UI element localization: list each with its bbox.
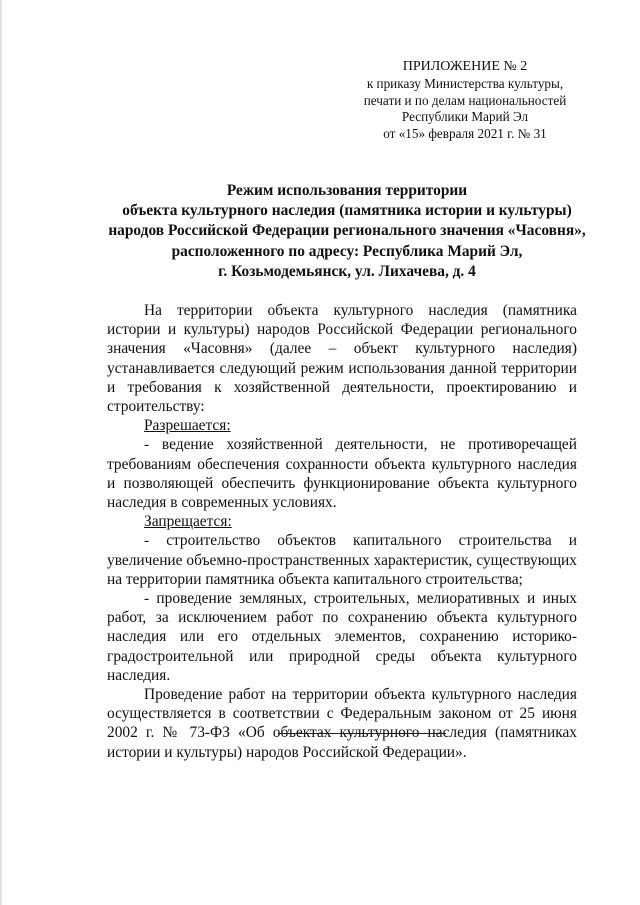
appendix-ministry-line: печати и по делам национальностей (363, 92, 567, 108)
forbidden-heading-text: Запрещается: (144, 513, 232, 531)
forbidden-heading (107, 512, 577, 531)
title-line-2: объекта культурного наследия (памятника истории и культуры) (122, 202, 572, 220)
end-rule (278, 733, 446, 734)
appendix-republic-line: Республики Марий Эл (401, 109, 529, 124)
title-line-5: г. Козьмодемьянск, ул. Лихачева, д. 4 (218, 262, 476, 280)
appendix-block (355, 58, 575, 142)
title-line-3: народов Российской Федерации регионального значения «Часовня», (108, 222, 586, 240)
allowed-item: - ведение хозяйственной деятельности, не противоречащей требованиям обеспечения сохранности объекта культурного наследия и позволяющей обеспечить функционирование объекта культурного наследия в современных условиях. (107, 436, 577, 512)
forbidden-item-1: - строительство объектов капитального строительства и увеличение объемно-пространственных характеристик, существующих на территории памятника объекта капитального строительства; (107, 532, 577, 588)
allowed-heading (107, 416, 577, 435)
closing-paragraph: Проведение работ на территории объекта культурного наследия осуществляется в соответствии с Федеральным законом от 25 июня 2002 г. № 73-ФЗ «Об объектах культурного наследия (памятниках истории и культуры) народов Российской Федерации». (107, 686, 577, 761)
scan-edge-shadow (0, 0, 3, 905)
intro-paragraph: На территории объекта культурного наследия (памятника истории и культуры) народов Российской Федерации регионального значения «Часовня» (далее – объект культурного наследия) устанавливается следующий режим использования данной территории и требования к хозяйственной деятельности, проектированию и строительству: (107, 302, 577, 416)
forbidden-item-2: - проведение земляных, строительных, мелиоративных и иных работ, за исключением работ по сохранению объекта культурного наследия или его отдельных элементов, сохранению историко-градостроительной или природной среды объекта культурного наследия. (107, 590, 577, 684)
title-line-4: расположенного по адресу: Республика Марий Эл, (171, 242, 523, 260)
document-body (107, 301, 577, 762)
appendix-number: ПРИЛОЖЕНИЕ № 2 (402, 59, 528, 74)
appendix-order-line: к приказу Министерства культуры, (366, 76, 564, 91)
document-title (100, 181, 594, 282)
title-line-1: Режим использования территории (226, 182, 468, 199)
allowed-heading-text: Разрешается: (144, 417, 231, 435)
appendix-date-line: от «15» февраля 2021 г. № 31 (383, 125, 547, 141)
